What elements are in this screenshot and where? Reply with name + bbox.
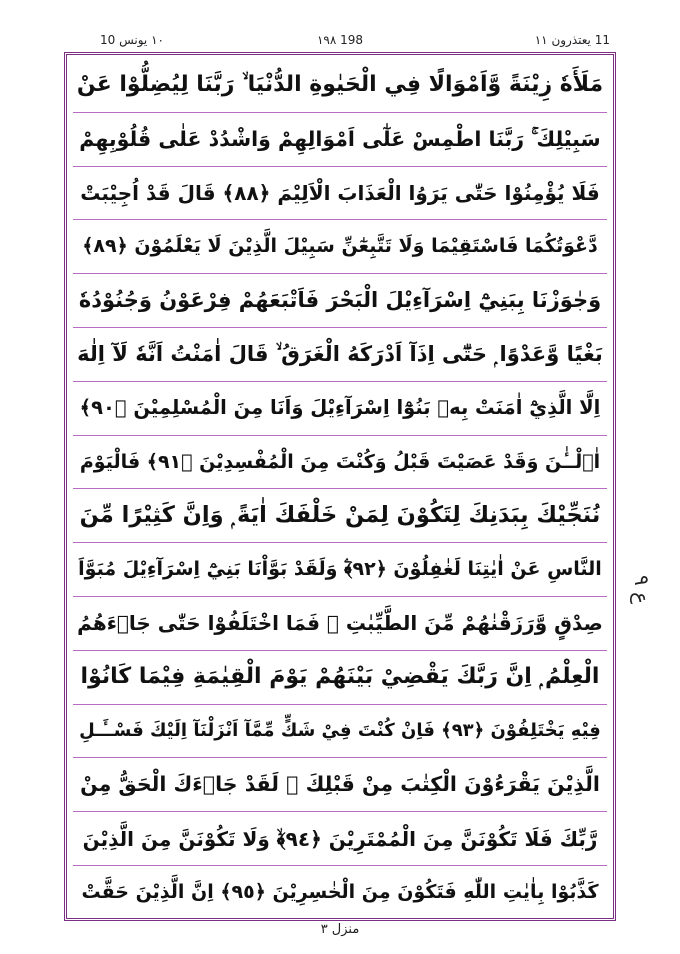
- text-line: [73, 382, 607, 436]
- text-line: [73, 543, 607, 597]
- juz-label: 11 يعتذرون ١١: [534, 33, 610, 47]
- text-lines: [73, 59, 607, 914]
- line-text: دَّعْوَتُكُمَا فَاسْتَقِيْمَا وَلَا تَتَّبِعٰٓنِّ سَبِيْلَ الَّذِيْنَ لَا يَعْلَمُوْنَ ﴿٨٩﴾: [82, 235, 598, 258]
- ruku-marker: ع ٩: [630, 575, 654, 605]
- text-line: [73, 812, 607, 866]
- line-text: نُنَجِّيْكَ بِبَدَنِكَ لِتَكُوْنَ لِمَنْ خَلْفَكَ اٰيَةً ۭ وَاِنَّ كَثِيْرًا مِّنَ: [79, 502, 601, 529]
- page-header: [64, 33, 616, 53]
- line-text: بَغْيًا وَّعَدْوًا ۭ حَتّٰٓى اِذَآ اَدْرَكَهُ الْغَرَقُ ۙ قَالَ اٰمَنْتُ اَنَّهٗ لَآ اِلٰهَ: [77, 341, 603, 366]
- text-line: [73, 866, 607, 920]
- text-line: [73, 758, 607, 812]
- line-text: اِلَّا الَّذِيْٓ اٰمَنَتْ بِهٖ بَنُوْٓا اِسْرَآءِيْلَ وَاَنَا مِنَ الْمُسْلِمِيْنَ ﴿٩٠﴾: [79, 396, 601, 420]
- line-text: النَّاسِ عَنْ اٰيٰتِنَا لَغٰفِلُوْنَ ﴿٩٢﴾ۧ وَلَقَدْ بَوَّاْنَا بَنِيْٓ اِسْرَآءِيْلَ مُبَوَّاَ: [78, 558, 602, 581]
- text-line: [73, 274, 607, 328]
- line-text: كَذَّبُوْا بِاٰيٰتِ اللّٰهِ فَتَكُوْنَ مِنَ الْخٰسِرِيْنَ ﴿٩٥﴾ اِنَّ الَّذِيْنَ حَقَّتْ: [81, 881, 599, 904]
- line-text: اٰۗلْــٰٔنَ وَقَدْ عَصَيْتَ قَبْلُ وَكُنْتَ مِنَ الْمُفْسِدِيْنَ ﴿٩١﴾ فَالْيَوْمَ: [79, 450, 601, 473]
- page-number: ١٩٨ 198: [316, 33, 364, 47]
- text-line: [73, 113, 607, 167]
- text-line: [73, 705, 607, 759]
- text-line: [73, 436, 607, 490]
- text-line: [73, 220, 607, 274]
- surah-label: ١٠ يونس 10: [100, 33, 164, 47]
- text-line: [73, 651, 607, 705]
- manzil-footer: منزل ٣: [320, 922, 360, 937]
- text-line: [73, 597, 607, 651]
- line-text: رَّبِّكَ فَلَا تَكُوْنَنَّ مِنَ الْمُمْتَرِيْنَ ﴿٩٤﴾ۙ وَلَا تَكُوْنَنَّ مِنَ الَّذِيْنَ: [82, 826, 598, 851]
- line-text: سَبِيْلِكَ ۚ رَبَّنَا اطْمِسْ عَلٰٓى اَمْوَالِهِمْ وَاشْدُدْ عَلٰى قُلُوْبِهِمْ: [79, 126, 601, 151]
- line-text: فَلَا يُؤْمِنُوْا حَتّٰى يَرَوُا الْعَذَابَ الْاَلِيْمَ ﴿٨٨﴾ قَالَ قَدْ اُجِيْبَتْ: [80, 180, 600, 205]
- page-frame: [64, 52, 616, 921]
- line-text: صِدْقٍ وَّرَزَقْنٰھُمْ مِّنَ الطَّيِّبٰتِ ۚ فَمَا اخْتَلَفُوْا حَتّٰى جَاۗءَھُمُ: [77, 611, 603, 636]
- text-line: [73, 328, 607, 382]
- text-line: [73, 167, 607, 221]
- line-text: الَّذِيْنَ يَقْرَءُوْنَ الْكِتٰبَ مِنْ قَبْلِكَ ۚ لَقَدْ جَاۗءَكَ الْحَقُّ مِنْ: [80, 772, 600, 797]
- line-text: الْعِلْمُ ۭ اِنَّ رَبَّكَ يَقْضِيْ بَيْنَھُمْ يَوْمَ الْقِيٰمَةِ فِيْمَا كَانُوْا: [80, 664, 600, 690]
- line-text: فِيْهِ يَخْتَلِفُوْنَ ﴿٩٣﴾ فَاِنْ كُنْتَ فِيْ شَكٍّ مِّمَّآ اَنْزَلْنَآ اِلَيْكَ فَسْــَٔـلِ: [79, 720, 601, 742]
- line-text: مَلَأَهٗ زِيْنَةً وَّاَمْوَالًا فِي الْحَيٰوةِ الدُّنْيَا ۙ رَبَّنَا لِيُضِلُّوْا عَنْ: [76, 72, 604, 98]
- text-line: [73, 489, 607, 543]
- line-text: وَجٰوَزْنَا بِبَنِيْٓ اِسْرَآءِيْلَ الْبَحْرَ فَاَتْبَعَهُمْ فِرْعَوْنُ وَجُنُوْدُهٗ: [78, 288, 602, 313]
- text-line: [73, 59, 607, 113]
